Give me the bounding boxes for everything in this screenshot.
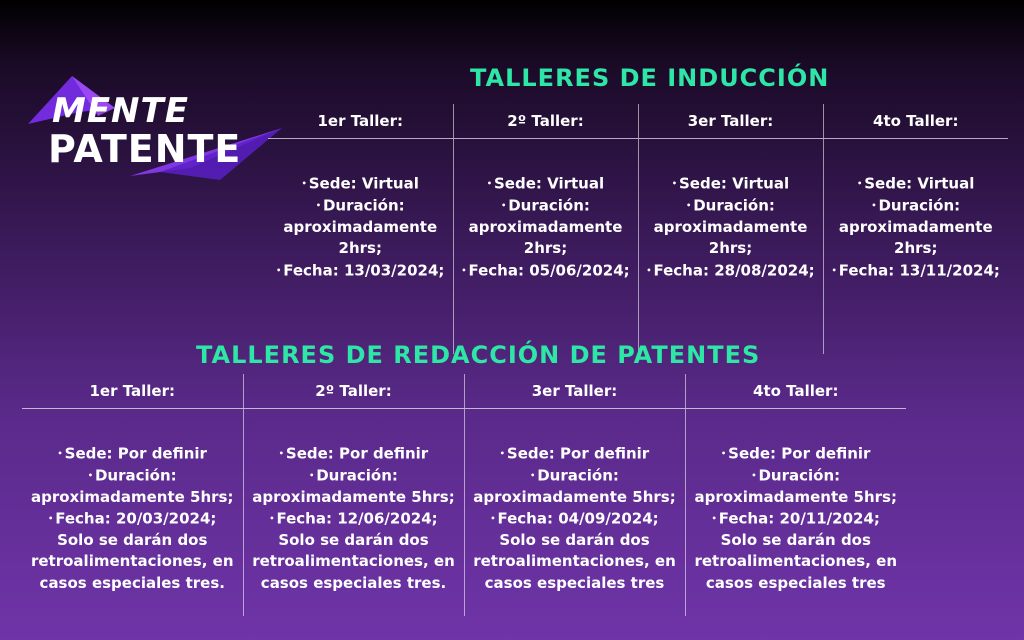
sede-text: Sede: Virtual <box>864 174 975 193</box>
induccion-cell-4: • Sede: Virtual • Duración: aproximadamente 2hrs; • Fecha: 13/11/2024; <box>823 139 1008 355</box>
induccion-header-1: 1er Taller: <box>268 104 453 139</box>
nota-text: Solo se darán dos <box>278 530 429 549</box>
sede-text: Sede: Virtual <box>679 174 790 193</box>
nota-text: retroalimentaciones, en <box>30 552 234 571</box>
duracion-label: Duración: <box>508 196 590 214</box>
sede-text: Sede: Virtual <box>494 174 605 193</box>
duracion-text: aproximadamente 5hrs; <box>473 487 676 506</box>
duracion-text: aproximadamente <box>468 217 623 236</box>
fecha-text: Fecha: 28/08/2024; <box>653 260 815 279</box>
logo-text-mente: MENTE <box>52 91 189 131</box>
duracion-label: Duración: <box>693 196 775 214</box>
mente-patente-logo <box>20 72 290 192</box>
nota-text: retroalimentaciones, en <box>252 552 455 571</box>
induccion-cell-3: • Sede: Virtual • Duración: aproximadamente 2hrs; • Fecha: 28/08/2024; <box>638 139 823 355</box>
duracion-text: aproximadamente <box>838 217 993 236</box>
induccion-header-4: 4to Taller: <box>823 104 1008 139</box>
nota-text: Solo se darán dos <box>57 530 208 549</box>
nota-text: casos especiales tres <box>705 573 886 592</box>
nota-text: casos especiales tres <box>484 573 665 592</box>
redaccion-table <box>22 374 906 616</box>
fecha-text: Fecha: 13/11/2024; <box>838 260 1000 279</box>
sede-text: Sede: Virtual <box>308 174 419 193</box>
nota-text: casos especiales tres. <box>260 573 447 592</box>
redaccion-cell-4: • Sede: Por definir • Duración: aproximadamente 5hrs; • Fecha: 20/11/2024; Solo se darán dos retroalimentaciones, en casos especiales tres <box>685 409 906 617</box>
duracion-text: 2hrs; <box>894 239 938 257</box>
induccion-table <box>268 104 1008 354</box>
fecha-text: Fecha: 12/06/2024; <box>276 509 438 528</box>
duracion-text: 2hrs; <box>708 239 753 257</box>
duracion-label: Duración: <box>316 466 398 484</box>
nota-text: casos especiales tres. <box>39 573 225 592</box>
induccion-cell-1: • Sede: Virtual • Duración: aproximadamente 2hrs; • Fecha: 13/03/2024; <box>268 139 453 355</box>
duracion-text: aproximadamente 5hrs; <box>252 487 455 506</box>
fecha-text: Fecha: 05/06/2024; <box>468 260 630 279</box>
sede-text: Sede: Por definir <box>506 444 650 463</box>
fecha-text: Fecha: 20/03/2024; <box>55 509 217 528</box>
sede-text: Sede: Por definir <box>728 444 871 463</box>
nota-text: retroalimentaciones, en <box>694 552 897 571</box>
duracion-label: Duración: <box>758 466 841 484</box>
duracion-label: Duración: <box>537 466 619 484</box>
nota-text: Solo se darán dos <box>720 530 871 549</box>
induccion-title: TALLERES DE INDUCCIÓN <box>470 64 830 92</box>
redaccion-cell-1: • Sede: Por definir • Duración: aproximadamente 5hrs; • Fecha: 20/03/2024; Solo se darán dos retroalimentaciones, en casos especiales tres. <box>22 409 243 617</box>
duracion-label: Duración: <box>94 466 177 484</box>
redaccion-header-1: 1er Taller: <box>22 374 243 409</box>
nota-text: retroalimentaciones, en <box>473 552 676 571</box>
induccion-cell-2: • Sede: Virtual • Duración: aproximadamente 2hrs; • Fecha: 05/06/2024; <box>453 139 638 355</box>
duracion-text: 2hrs; <box>523 239 568 257</box>
nota-text: Solo se darán dos <box>499 530 650 549</box>
duracion-text: aproximadamente 5hrs; <box>694 487 897 506</box>
redaccion-cell-2: • Sede: Por definir • Duración: aproximadamente 5hrs; • Fecha: 12/06/2024; Solo se darán dos retroalimentaciones, en casos especiales tres. <box>243 409 464 617</box>
logo-text-patente: PATENTE <box>48 127 242 171</box>
fecha-text: Fecha: 04/09/2024; <box>497 509 659 528</box>
redaccion-cell-3: • Sede: Por definir • Duración: aproximadamente 5hrs; • Fecha: 04/09/2024; Solo se darán dos retroalimentaciones, en casos especiales tres <box>464 409 685 617</box>
induccion-header-2: 2º Taller: <box>453 104 638 139</box>
sede-text: Sede: Por definir <box>64 444 207 463</box>
fecha-text: Fecha: 13/03/2024; <box>283 260 445 279</box>
fecha-text: Fecha: 20/11/2024; <box>718 509 880 528</box>
duracion-text: 2hrs; <box>338 239 382 257</box>
duracion-text: aproximadamente <box>283 217 438 236</box>
induccion-header-3: 3er Taller: <box>638 104 823 139</box>
duracion-text: aproximadamente <box>653 217 808 236</box>
redaccion-header-2: 2º Taller: <box>243 374 464 409</box>
sede-text: Sede: Por definir <box>285 444 429 463</box>
redaccion-header-4: 4to Taller: <box>685 374 906 409</box>
duracion-text: aproximadamente 5hrs; <box>31 487 234 506</box>
duracion-label: Duración: <box>322 196 405 214</box>
duracion-label: Duración: <box>878 196 961 214</box>
redaccion-title: TALLERES DE REDACCIÓN DE PATENTES <box>196 341 761 369</box>
redaccion-header-3: 3er Taller: <box>464 374 685 409</box>
